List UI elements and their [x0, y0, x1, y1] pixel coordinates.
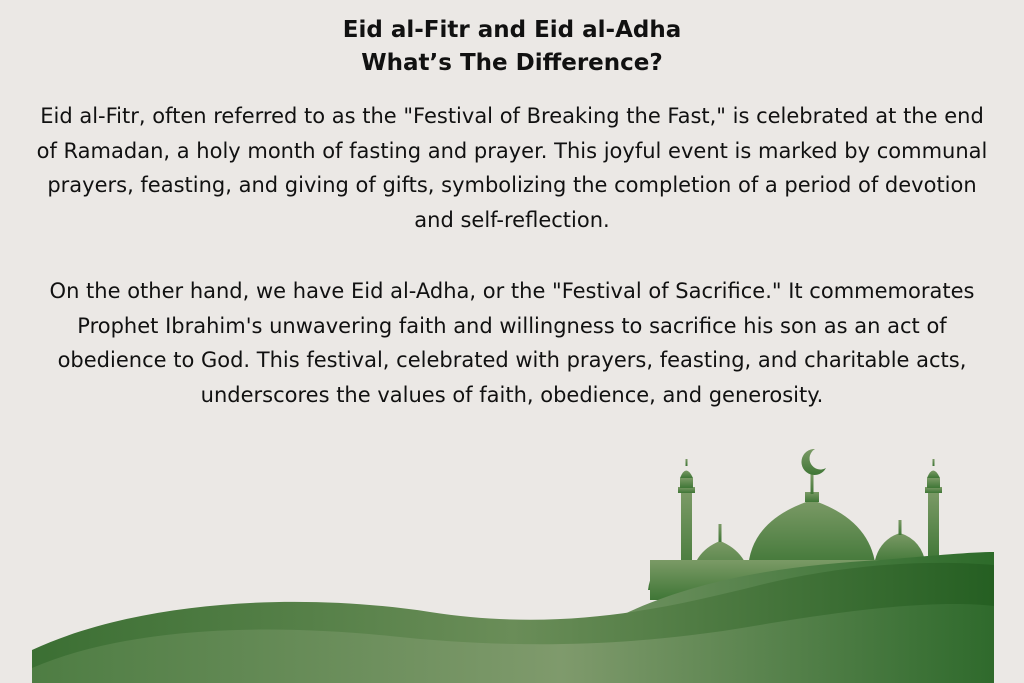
main-dome-icon [748, 474, 876, 570]
right-dome-icon [874, 520, 926, 565]
crescent-icon [801, 449, 826, 475]
title-line-1: Eid al-Fitr and Eid al-Adha [342, 17, 682, 43]
title-line-2: What’s The Difference? [361, 50, 663, 76]
eid-al-adha-paragraph: On the other hand, we have Eid al-Adha, or the "Festival of Sacrifice." It commemorates Prophet Ibrahim's unwavering faith and willingness to sacrifice his son as an act of obedience to God. This festival, celebrated with prayers, feasting, and charitable acts, underscores the values of faith, obedience, and generosity. [49, 279, 975, 407]
right-minaret-icon [925, 459, 942, 562]
hill-mid [32, 563, 994, 683]
left-dome-icon [690, 524, 752, 585]
hill-front [32, 604, 994, 683]
small-left-dome-icon [648, 562, 690, 590]
left-minaret-icon [678, 459, 695, 582]
hill-back [612, 552, 994, 683]
mosque-silhouette [648, 449, 950, 600]
eid-al-fitr-paragraph: Eid al-Fitr, often referred to as the "Festival of Breaking the Fast," is celebrated at the end of Ramadan, a holy month of fasting and prayer. This joyful event is marked by communal prayers, feasting, and giving of gifts, symbolizing the completion of a period of devotion and self-reflection. [36, 104, 988, 232]
page-title [0, 14, 1024, 80]
hills-icon [32, 552, 994, 683]
